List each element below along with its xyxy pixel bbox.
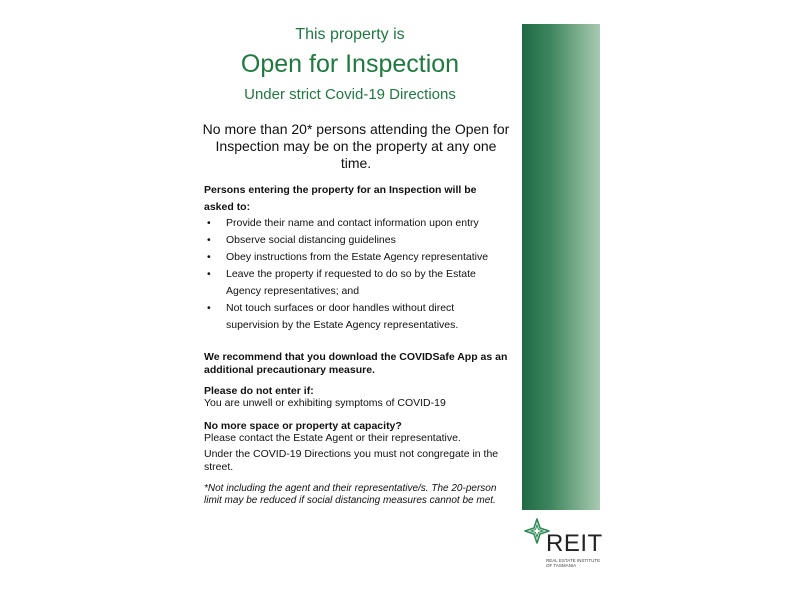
no-enter-text: You are unwell or exhibiting symptoms of COVID-19 [204,397,446,409]
reit-logo [524,518,604,578]
no-space-heading: No more space or property at capacity? [204,420,402,432]
bullet-icon: • [207,251,211,263]
header-subtitle: Under strict Covid-19 Directions [244,86,456,103]
green-gradient-bar [522,24,600,510]
list-item-text: Obey instructions from the Estate Agency representative [226,251,489,263]
recommend-text: We recommend that you download the COVIDSafe App as an additional precautionary measure. [204,351,508,376]
poster-title: Open for Inspection [240,50,460,78]
bullet-icon: • [207,234,211,246]
no-enter-heading: Please do not enter if: [204,385,314,397]
header-line-1: This property is [295,26,405,43]
footnote: *Not including the agent and their representative/s. The 20-person limit may be reduced if social distancing measures cannot be met. [204,483,497,506]
list-item [204,249,510,266]
list-item-text: Not touch surfaces or door handles without direct supervision by the Estate Agency representatives. [226,302,459,331]
list-item-text: Provide their name and contact information upon entry [226,217,479,229]
logo-wordmark: REIT [546,530,603,557]
list-item-text: Leave the property if requested to do so by the Estate Agency representatives; and [226,268,476,297]
intro-text: No more than 20* persons attending the Open for Inspection may be on the property at any one time. [202,121,510,171]
bullet-icon: • [207,217,211,229]
list-item [204,232,510,249]
asked-heading: Persons entering the property for an Inspection will be asked to: [204,184,477,213]
bullet-icon: • [207,302,211,314]
no-space-text: Please contact the Estate Agent or their representative. [204,432,461,444]
list-item [204,266,510,300]
logo-subtitle: REAL ESTATE INSTITUTE OF TASMANIA [546,558,601,568]
bullet-icon: • [207,268,211,280]
list-item-text: Observe social distancing guidelines [226,234,396,246]
list-item [204,300,510,334]
requirements-list [204,215,510,334]
list-item [204,215,510,232]
congregate-text: Under the COVID-19 Directions you must not congregate in the street. [204,448,499,473]
